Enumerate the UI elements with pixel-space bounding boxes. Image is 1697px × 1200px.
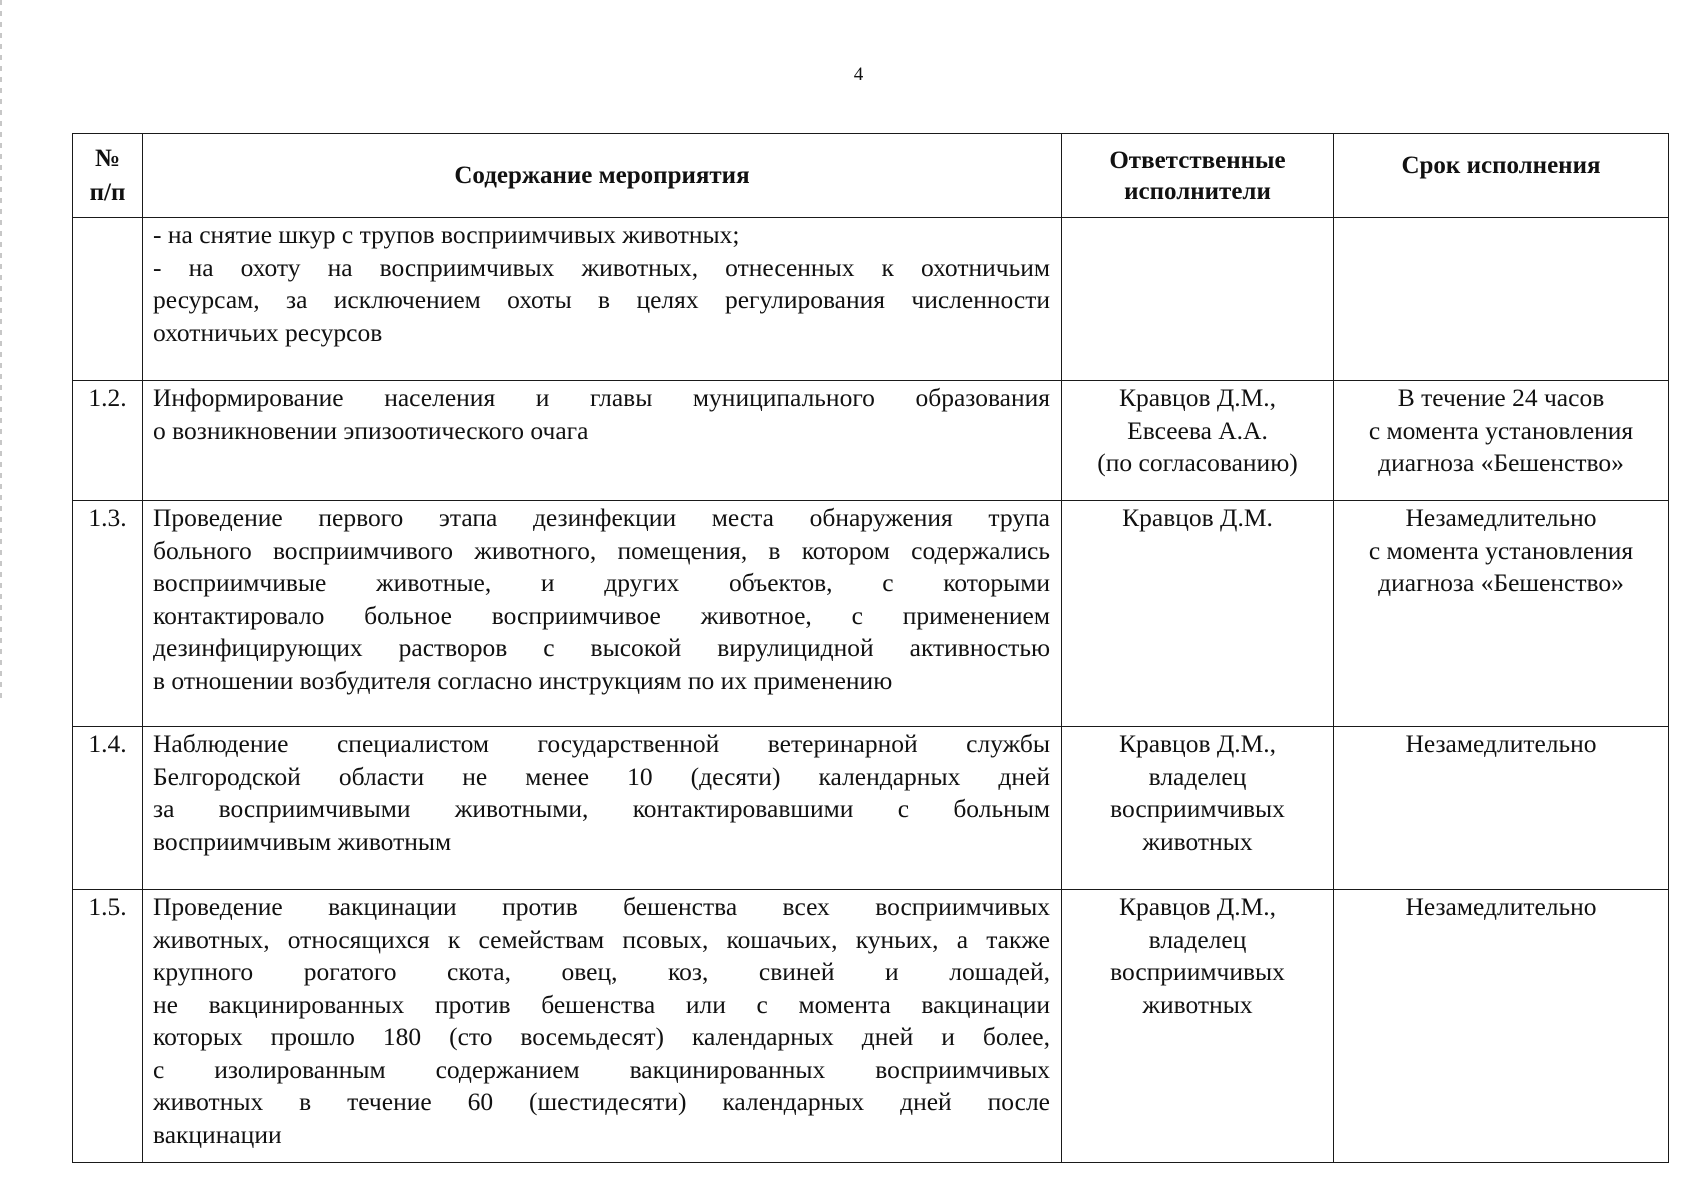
content-line: крупного рогатого скота, овец, коз, свиней и лошадей, <box>153 957 1050 986</box>
table-row <box>73 890 1669 1163</box>
row-responsible <box>1062 381 1334 501</box>
term-line: с момента установления <box>1368 415 1634 445</box>
page-number: 4 <box>853 64 864 85</box>
row-number <box>73 218 143 381</box>
content-line: Проведение первого этапа дезинфекции места обнаружения трупа <box>153 503 1050 532</box>
term-line: В течение 24 часов <box>1397 383 1605 412</box>
content-line: вакцинации <box>153 1119 282 1149</box>
content-line: - на снятие шкур с трупов восприимчивых животных; <box>153 220 740 249</box>
header-responsible-line: исполнители <box>1124 177 1271 205</box>
responsible-line: животных <box>1142 989 1253 1019</box>
header-number <box>73 134 143 218</box>
header-content: Содержание мероприятия <box>143 134 1062 218</box>
row-term <box>1334 381 1669 501</box>
content-line: Белгородской области не менее 10 (десяти) календарных дней <box>153 761 1050 791</box>
row-number: 1.3. <box>73 501 143 727</box>
content-line: за восприимчивыми животными, контактировавшими с больным <box>153 794 1050 823</box>
responsible-line: Евсеева А.А. <box>1127 415 1268 445</box>
row-responsible <box>1062 890 1334 1163</box>
row-number: 1.2. <box>73 381 143 501</box>
content-line: Информирование населения и главы муниципального образования <box>153 383 1050 412</box>
content-line: Наблюдение специалистом государственной ветеринарной службы <box>153 729 1050 758</box>
table-row <box>73 727 1669 890</box>
table-header-row <box>73 134 1669 218</box>
content-line: дезинфицирующих растворов с высокой вирулицидной активностью <box>153 633 1050 662</box>
content-line: не вакцинированных против бешенства или с момента вакцинации <box>153 989 1050 1019</box>
content-line: которых прошло 180 (сто восемьдесят) календарных дней и более, <box>153 1022 1050 1051</box>
header-number-line: п/п <box>89 178 126 206</box>
content-line: больного восприимчивого животного, помещения, в котором содержались <box>153 535 1050 565</box>
term-line: с момента установления <box>1368 535 1634 565</box>
table-row <box>73 501 1669 727</box>
header-term: Срок исполнения <box>1334 134 1669 218</box>
term-line: диагноза «Бешенство» <box>1378 448 1624 477</box>
row-content <box>143 381 1062 501</box>
content-line: - на охоту на восприимчивых животных, отнесенных к охотничьим <box>153 252 1050 282</box>
content-line: ресурсам, за исключением охоты в целях регулирования численности <box>153 285 1050 314</box>
row-responsible <box>1062 727 1334 890</box>
responsible-line: владелец <box>1148 924 1247 954</box>
term-line: Незамедлительно <box>1405 503 1597 532</box>
measures-table <box>72 133 1669 1163</box>
responsible-line: животных <box>1142 826 1253 856</box>
row-content <box>143 890 1062 1163</box>
content-line: восприимчивым животным <box>153 826 452 856</box>
table-row <box>73 381 1669 501</box>
row-term <box>1334 501 1669 727</box>
responsible-line: (по согласованию) <box>1097 448 1298 477</box>
row-responsible <box>1062 501 1334 727</box>
responsible-line: Кравцов Д.М. <box>1122 503 1273 532</box>
row-responsible <box>1062 218 1334 381</box>
row-term <box>1334 890 1669 1163</box>
responsible-line: восприимчивых <box>1110 957 1285 986</box>
header-responsible <box>1062 134 1334 218</box>
content-line: животных, относящихся к семействам псовых, кошачьих, куньих, а также <box>153 924 1050 954</box>
table-row <box>73 218 1669 381</box>
responsible-line: владелец <box>1148 761 1247 791</box>
content-line: в отношении возбудителя согласно инструкциям по их применению <box>153 665 893 695</box>
term-line: Незамедлительно <box>1405 892 1597 921</box>
content-line: восприимчивые животные, и других объектов, с которыми <box>153 568 1050 597</box>
term-line: диагноза «Бешенство» <box>1378 568 1624 597</box>
row-content <box>143 218 1062 381</box>
responsible-line: Кравцов Д.М., <box>1118 892 1277 921</box>
responsible-line: Кравцов Д.М., <box>1118 383 1277 412</box>
row-term <box>1334 727 1669 890</box>
term-line: Незамедлительно <box>1405 729 1597 758</box>
row-number: 1.4. <box>73 727 143 890</box>
content-line: охотничьих ресурсов <box>153 317 383 347</box>
scan-edge-artifact <box>0 0 2 700</box>
responsible-line: Кравцов Д.М., <box>1118 729 1277 758</box>
content-line: о возникновении эпизоотического очага <box>153 415 589 445</box>
responsible-line: восприимчивых <box>1110 794 1285 823</box>
row-term <box>1334 218 1669 381</box>
content-line: Проведение вакцинации против бешенства всех восприимчивых <box>153 892 1050 921</box>
header-number-line: № <box>94 144 121 172</box>
content-line: контактировало больное восприимчивое животное, с применением <box>153 600 1050 630</box>
row-content <box>143 727 1062 890</box>
row-number: 1.5. <box>73 890 143 1163</box>
header-responsible-line: Ответственные <box>1109 146 1286 174</box>
row-content <box>143 501 1062 727</box>
content-line: животных в течение 60 (шестидесяти) календарных дней после <box>153 1087 1050 1116</box>
content-line: с изолированным содержанием вакцинированных восприимчивых <box>153 1054 1050 1084</box>
